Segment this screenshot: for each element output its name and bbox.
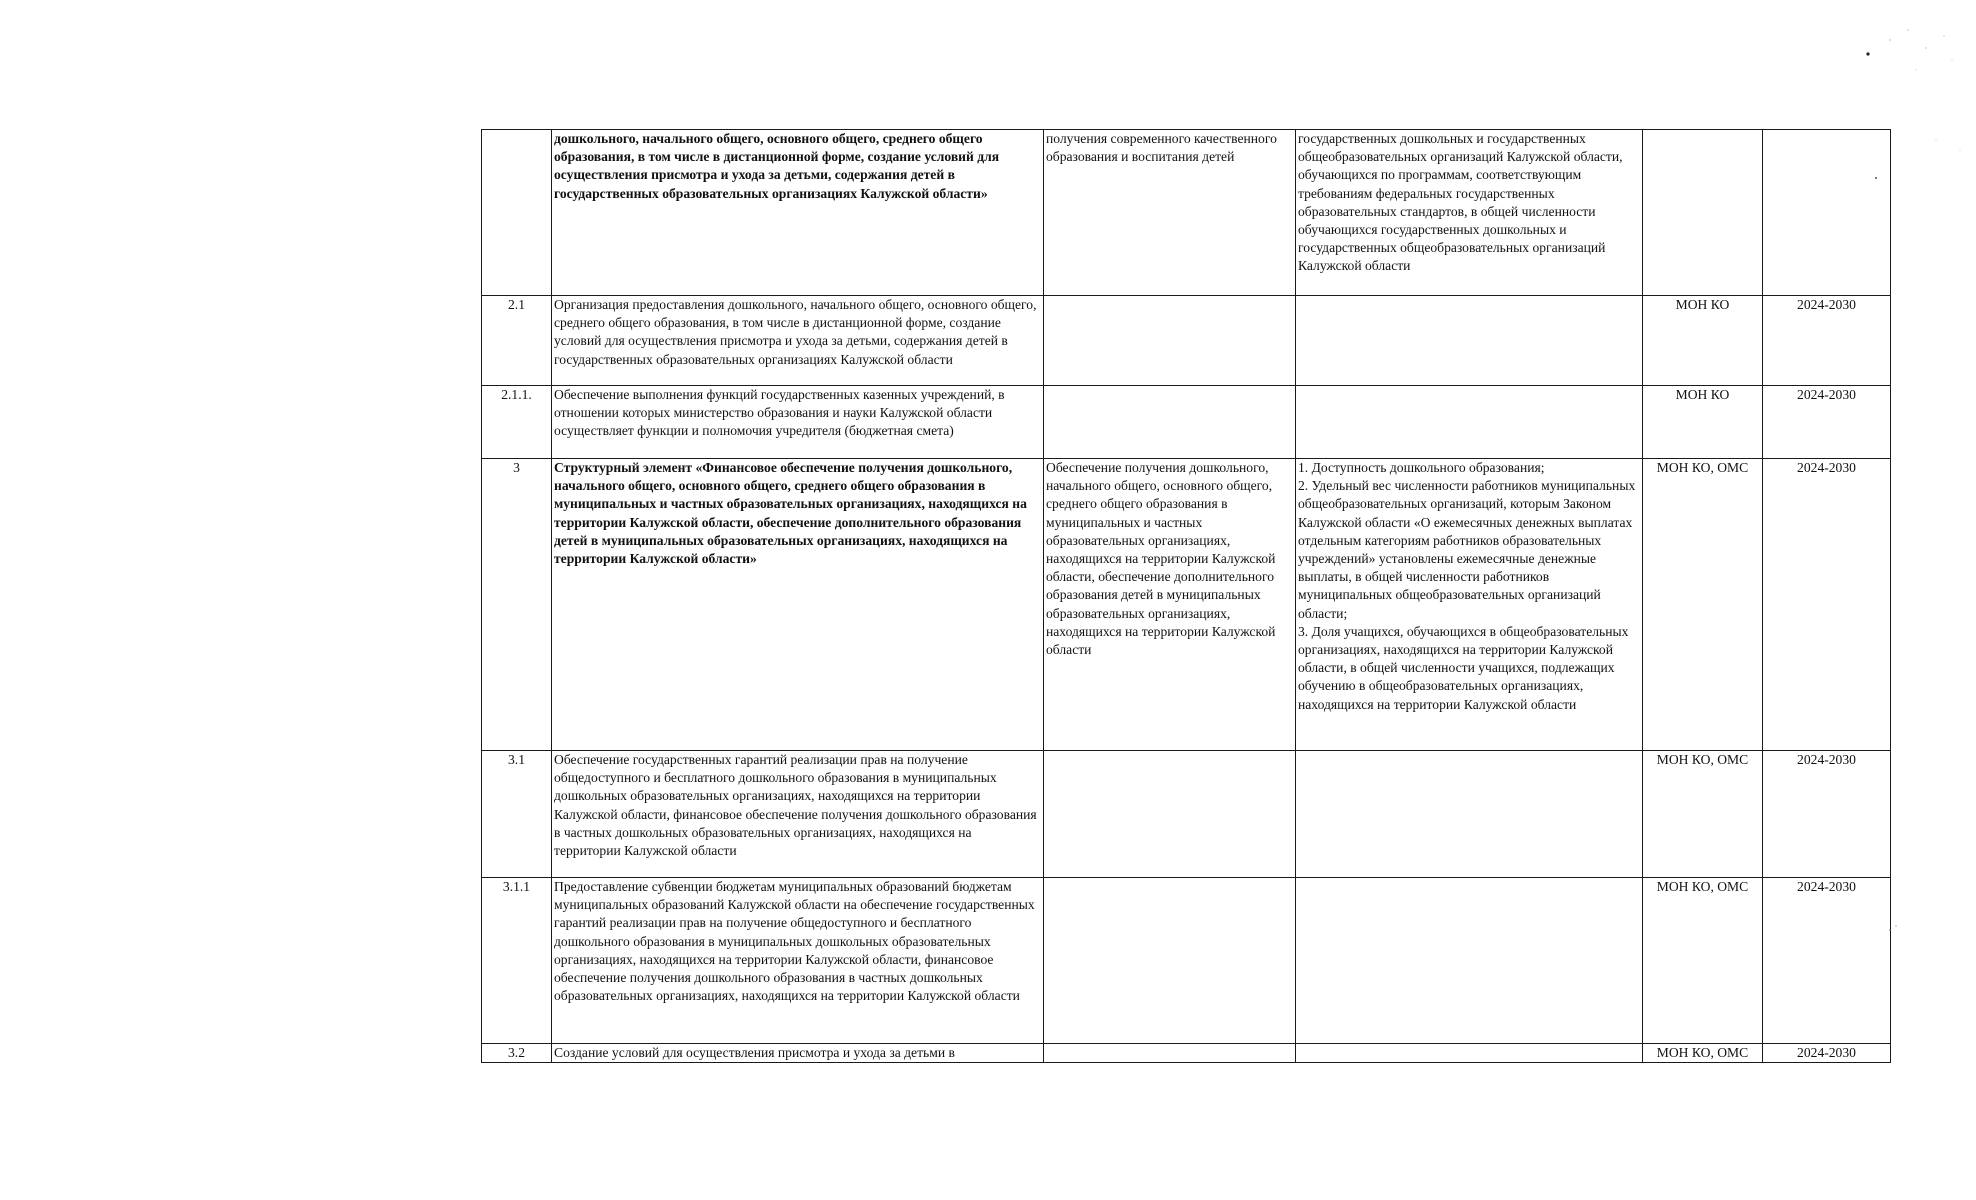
row-name: Организация предоставления дошкольного, начального общего, основного общего, среднего общего образования, в том числе в дистанционной форме, создание условий для осуществления присмотра и ухода за детьми, содержания детей в государственных образовательных организациях Калужской области [552, 296, 1044, 386]
table-row [482, 751, 1891, 878]
row-number: 2.1 [482, 296, 552, 386]
table-row [482, 296, 1891, 386]
row-number: 3.2 [482, 1044, 552, 1063]
table-row [482, 130, 1891, 296]
row-indicators [1296, 878, 1643, 1044]
row-number: 2.1.1. [482, 386, 552, 459]
row-number: 3 [482, 459, 552, 751]
row-name: Обеспечение государственных гарантий реализации прав на получение общедоступного и бесплатного дошкольного образования в муниципальных дошкольных образовательных организациях, находящихся на территории Калужской области, финансовое обеспечение получения дошкольного образования в частных дошкольных образовательных организациях, находящихся на территории Калужской области [552, 751, 1044, 878]
row-period: 2024-2030 [1763, 459, 1891, 751]
row-indicators [1296, 386, 1643, 459]
table-row [482, 1044, 1891, 1063]
row-task: Обеспечение получения дошкольного, начального общего, основного общего, среднего общего образования в муниципальных и частных образовательных организациях, находящихся на территории Калужской области, обеспечение дополнительного образования детей в муниципальных образовательных организациях, находящихся на территории Калужской области [1044, 459, 1296, 751]
row-executor: МОН КО, ОМС [1643, 751, 1763, 878]
row-name: Предоставление субвенции бюджетам муниципальных образований бюджетам муниципальных образований Калужской области на обеспечение государственных гарантий реализации прав на получение общедоступного и бесплатного дошкольного образования в муниципальных дошкольных образовательных организациях, находящихся на территории Калужской области, финансовое обеспечение получения дошкольного образования в частных дошкольных образовательных организациях, находящихся на территории Калужской области [552, 878, 1044, 1044]
row-number: 3.1 [482, 751, 552, 878]
row-executor: МОН КО [1643, 386, 1763, 459]
row-period: 2024-2030 [1763, 386, 1891, 459]
row-executor: МОН КО, ОМС [1643, 1044, 1763, 1063]
row-name: дошкольного, начального общего, основного общего, среднего общего образования, в том числе в дистанционной форме, создание условий для осуществления присмотра и ухода за детьми, содержания детей в государственных образовательных организациях Калужской области» [552, 130, 1044, 296]
program-table [481, 129, 1891, 1063]
row-task [1044, 386, 1296, 459]
row-task [1044, 751, 1296, 878]
row-number [482, 130, 552, 296]
row-task [1044, 296, 1296, 386]
row-executor: МОН КО, ОМС [1643, 878, 1763, 1044]
row-executor: МОН КО [1643, 296, 1763, 386]
row-indicators [1296, 1044, 1643, 1063]
table-row [482, 878, 1891, 1044]
row-executor: МОН КО, ОМС [1643, 459, 1763, 751]
table-row [482, 386, 1891, 459]
row-number: 3.1.1 [482, 878, 552, 1044]
row-task [1044, 878, 1296, 1044]
row-name: Обеспечение выполнения функций государственных казенных учреждений, в отношении которых министерство образования и науки Калужской области осуществляет функции и полномочия учредителя (бюджетная смета) [552, 386, 1044, 459]
row-period: 2024-2030 [1763, 878, 1891, 1044]
row-executor [1643, 130, 1763, 296]
row-period: 2024-2030 [1763, 751, 1891, 878]
scan-noise-specks [1856, 0, 1976, 1200]
row-task [1044, 1044, 1296, 1063]
row-indicators [1296, 296, 1643, 386]
row-task: получения современного качественного образования и воспитания детей [1044, 130, 1296, 296]
row-name: Структурный элемент «Финансовое обеспечение получения дошкольного, начального общего, основного общего, среднего общего образования в муниципальных и частных образовательных организациях, находящихся на территории Калужской области, обеспечение дополнительного образования детей в муниципальных образовательных организациях, находящихся на территории Калужской области» [552, 459, 1044, 751]
row-indicators [1296, 751, 1643, 878]
row-period: 2024-2030 [1763, 296, 1891, 386]
row-indicators: 1. Доступность дошкольного образования; 2. Удельный вес численности работников муниципальных общеобразовательных организаций, которым Законом Калужской области «О ежемесячных денежных выплатах отдельным категориям работников образовательных учреждений» установлены ежемесячные денежные выплаты, в общей численности работников муниципальных общеобразовательных организаций области; 3. Доля учащихся, обучающихся в общеобразовательных организациях, находящихся на территории Калужской области, в общей численности учащихся, подлежащих обучению в общеобразовательных организациях, находящихся на территории Калужской области [1296, 459, 1643, 751]
row-period: 2024-2030 [1763, 1044, 1891, 1063]
row-indicators: государственных дошкольных и государственных общеобразовательных организаций Калужской области, обучающихся по программам, соответствующим требованиям федеральных государственных образовательных стандартов, в общей численности обучающихся государственных дошкольных и государственных общеобразовательных организаций Калужской области [1296, 130, 1643, 296]
row-name: Создание условий для осуществления присмотра и ухода за детьми в [552, 1044, 1044, 1063]
table-row [482, 459, 1891, 751]
